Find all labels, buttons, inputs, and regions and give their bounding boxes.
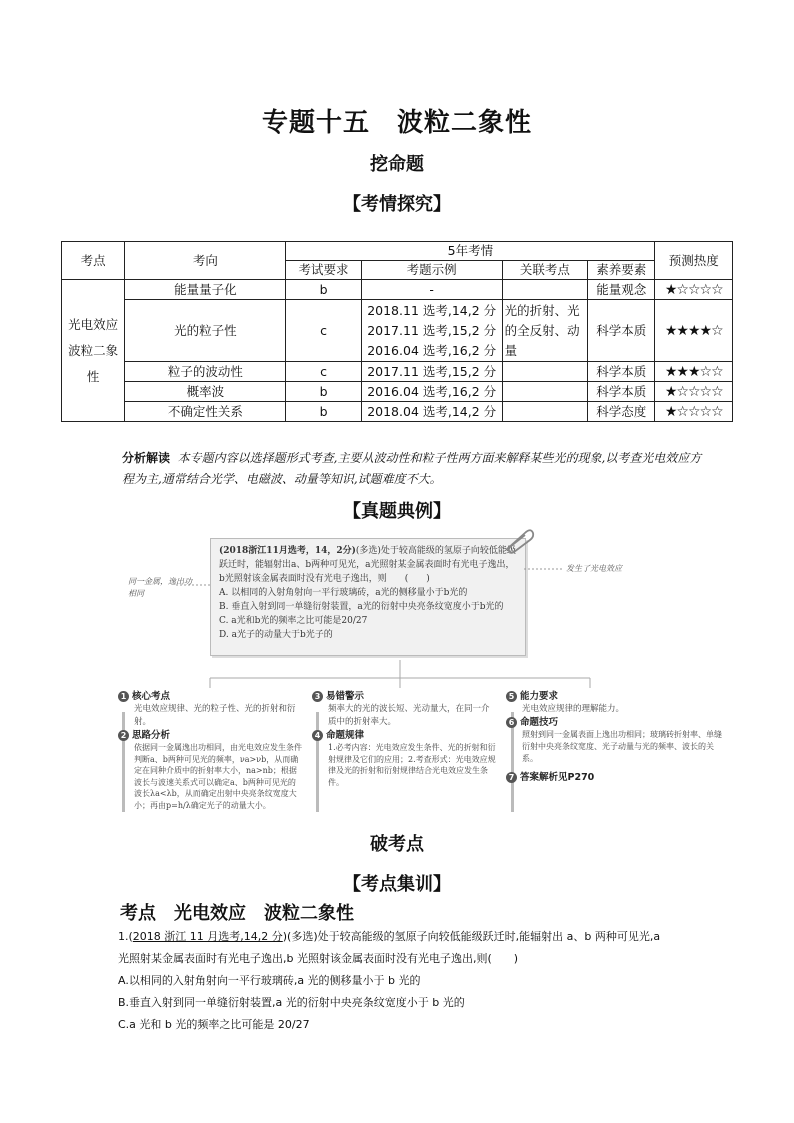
column-middle: [312, 690, 497, 788]
note-right: 发生了光电效应: [566, 564, 622, 573]
card-option-b: B. 垂直入射到同一单缝衍射装置，a光的衍射中央亮条纹宽度小于b光的: [219, 602, 504, 612]
heat-rating: ★☆☆☆☆: [655, 402, 733, 422]
heat-rating: ★☆☆☆☆: [655, 280, 733, 300]
number-3-icon: 3: [312, 691, 323, 702]
question-line-1: 1.(2018 浙江 11 月选考,14,2 分)(多选)处于较高能级的氢原子向较低能级跃迁时,能辐射出 a、b 两种可见光,a: [118, 930, 661, 943]
header-kaoxiang: 考向: [125, 242, 286, 280]
card-option-c: C. a光和b光的频率之比可能是20/27: [219, 616, 368, 626]
question-option-b: B.垂直入射到同一单缝衍射装置,a 光的衍射中央亮条纹宽度小于 b 光的: [118, 996, 465, 1009]
answer-reference: 7 答案解析见P270: [506, 771, 728, 784]
number-7-icon: 7: [506, 772, 517, 783]
related-cell: [502, 280, 588, 300]
question-option-a: A.以相同的入射角射向一平行玻璃砖,a 光的侧移量小于 b 光的: [118, 974, 421, 987]
idea-heading: 2 思路分析: [118, 729, 303, 742]
ability-heading: 5 能力要求: [506, 690, 728, 703]
subtitle: 挖命题: [370, 154, 424, 175]
heat-rating: ★☆☆☆☆: [655, 382, 733, 402]
literacy-cell: 科学本质: [588, 382, 655, 402]
example-cell: 2017.11 选考,15,2 分: [361, 362, 502, 382]
column-left: [118, 690, 303, 811]
literacy-cell: 能量观念: [588, 280, 655, 300]
requirement-cell: b: [286, 382, 361, 402]
example-question-card: [210, 538, 526, 656]
pattern-heading: 4 命题规律: [312, 729, 497, 742]
analysis-label: 分析解读: [122, 451, 171, 465]
exam-table: [61, 241, 733, 422]
number-4-icon: 4: [312, 730, 323, 741]
break-heading: 破考点: [370, 834, 424, 855]
example-cell: 2018.04 选考,14,2 分: [361, 402, 502, 422]
column-right: [506, 690, 728, 784]
literacy-cell: 科学态度: [588, 402, 655, 422]
direction-cell: 光的粒子性: [125, 300, 286, 362]
core-point-heading: 1 核心考点: [118, 690, 303, 703]
header-redu: 预测热度: [655, 242, 733, 280]
number-5-icon: 5: [506, 691, 517, 702]
direction-cell: 能量量子化: [125, 280, 286, 300]
header-kaodian: 考点: [62, 242, 125, 280]
card-source: (2018浙江11月选考，14，2分): [219, 546, 356, 556]
exam-section-heading: 【考情探究】: [343, 194, 451, 215]
example-line: 2018.11 选考,14,2 分: [367, 302, 497, 318]
requirement-cell: c: [286, 300, 361, 362]
topic-line-2: 波粒二象: [68, 342, 119, 358]
analysis-paragraph: [122, 448, 702, 490]
topic-line-1: 光电效应: [68, 316, 119, 332]
example-line: 2016.04 选考,16,2 分: [367, 342, 497, 358]
requirement-cell: b: [286, 280, 361, 300]
requirement-cell: c: [286, 362, 361, 382]
requirement-cell: b: [286, 402, 361, 422]
page-title: 专题十五 波粒二象性: [261, 108, 532, 138]
number-1-icon: 1: [118, 691, 129, 702]
example-line: 2017.11 选考,15,2 分: [367, 322, 497, 338]
direction-cell: 粒子的波动性: [125, 362, 286, 382]
example-cell: -: [361, 280, 502, 300]
technique-text: 照射到同一金属表面上逸出功相同；玻璃砖折射率、单缝衍射中央亮条纹宽度、光子动量与光的频率、波长的关系。: [522, 730, 722, 763]
header-yaoqiu: 考试要求: [286, 261, 361, 280]
related-cell: [502, 402, 588, 422]
literacy-cell: 科学本质: [588, 362, 655, 382]
header-guanlian: 关联考点: [502, 261, 588, 280]
topic-line-3: 性: [86, 368, 100, 384]
related-cell: [502, 382, 588, 402]
typical-section-heading: 【真题典例】: [343, 501, 451, 522]
ability-text: 光电效应规律的理解能力。: [522, 704, 625, 714]
kaodian-title: 考点 光电效应 波粒二象性: [120, 903, 354, 924]
core-point-text: 光电效应规律、光的粒子性、光的折射和衍射。: [134, 704, 296, 727]
heat-rating: ★★★★☆: [655, 300, 733, 362]
topic-cell: [62, 280, 125, 422]
technique-heading: 6 命题技巧: [506, 716, 728, 729]
heat-rating: ★★★☆☆: [655, 362, 733, 382]
header-suyang: 素养要素: [588, 261, 655, 280]
related-cell: [502, 362, 588, 382]
direction-cell: 概率波: [125, 382, 286, 402]
warning-text: 频率大的光的波长短、光动量大，在同一介质中的折射率大。: [328, 704, 490, 727]
warning-heading: 3 易错警示: [312, 690, 497, 703]
question-option-c: C.a 光和 b 光的频率之比可能是 20/27: [118, 1018, 310, 1031]
example-cell: [361, 300, 502, 362]
literacy-cell: 科学本质: [588, 300, 655, 362]
analysis-text: 本专题内容以选择题形式考查,主要从波动性和粒子性两方面来解释某些光的现象,以考查光电效应方程为主,通常结合光学、电磁波、动量等知识,试题难度不大。: [122, 451, 702, 486]
number-6-icon: 6: [506, 717, 517, 728]
header-5year: 5年考情: [286, 242, 655, 261]
note-right-arrow: [524, 565, 566, 573]
note-left-arrow: [176, 581, 214, 589]
related-cell: 光的折射、光的全反射、动量: [502, 300, 588, 362]
analysis-band: [118, 690, 730, 818]
example-cell: 2016.04 选考,16,2 分: [361, 382, 502, 402]
card-connector-lines: [100, 660, 700, 690]
card-option-d: D. a光子的动量大于b光子的: [219, 630, 333, 640]
card-option-a: A. 以相同的入射角射向一平行玻璃砖，a光的侧移量小于b光的: [219, 588, 468, 598]
paperclip-icon: [500, 528, 536, 554]
question-source-link: 2018 浙江 11 月选考,14,2 分: [132, 930, 283, 943]
number-2-icon: 2: [118, 730, 129, 741]
pattern-text: 1.必考内容：光电效应发生条件、光的折射和衍射规律及它们的应用；2.考查形式：光电效应规律及光的折射和衍射规律结合光电效应发生条件。: [328, 743, 496, 787]
header-shili: 考题示例: [361, 261, 502, 280]
idea-text: 依据同一金属逸出功相同，由光电效应发生条件判断a、b两种可见光的频率，νa>νb，从而确定在同种介质中的折射率大小，na>nb；根据波长与波速关系式可以确定a、b两种可见光的波长λa<λb，从而确定出射中央亮条纹宽度大小；再由p=h/λ确定光子的动量大小。: [134, 743, 302, 810]
note-left: 同一金属，逸出功相同: [128, 577, 192, 598]
card-stem: (多选)处于较高能级的氢原子向较低能级跃迁时，能辐射出a、b两种可见光，a光照射某金属表面时有光电子逸出，b光照射该金属表面时没有光电子逸出，则 ( ): [219, 546, 516, 584]
question-line-2: 光照射某金属表面时有光电子逸出,b 光照射该金属表面时没有光电子逸出,则( ): [118, 952, 519, 965]
direction-cell: 不确定性关系: [125, 402, 286, 422]
train-section-heading: 【考点集训】: [343, 874, 451, 895]
